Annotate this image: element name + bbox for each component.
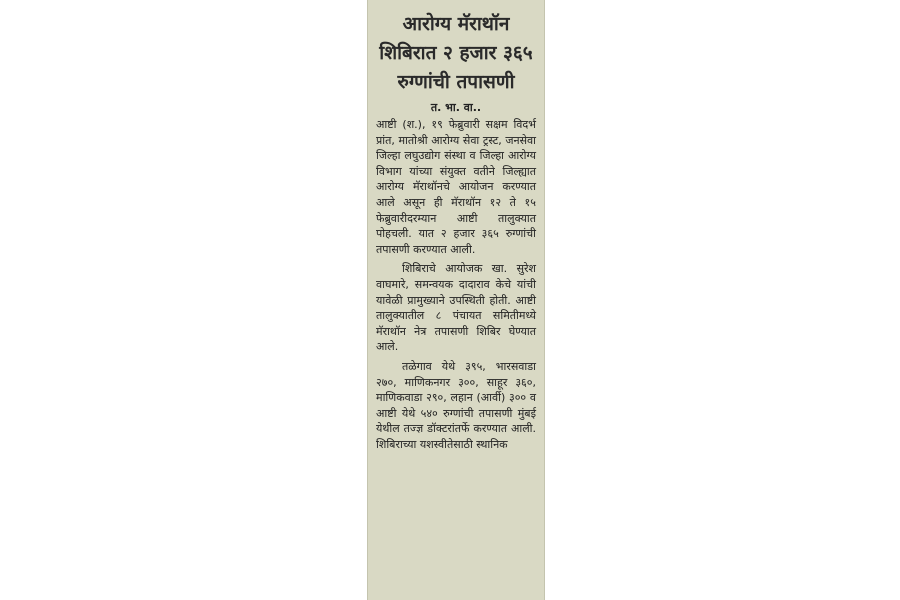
- article-paragraph: शिबिराचे आयोजक खा. सुरेश वाघमारे, समन्वयक दादाराव केचे यांची यावेळी प्रामुख्याने उपस्थिती होती. आष्टी तालुक्यातील ८ पंचायत समितीमध्ये मॅराथॉन नेत्र तपासणी शिबिर घेण्यात आले.: [376, 262, 536, 354]
- article-byline: त. भा. वा..: [430, 101, 482, 114]
- article-paragraph: आष्टी (श.), १९ फेब्रुवारी सक्षम विदर्भ प्रांत, मातोश्री आरोग्य सेवा ट्रस्ट, जनसेवा जिल्हा लघुउद्योग संस्था व जिल्हा आरोग्य विभाग यांच्या संयुक्त वतीने जिल्ह्यात आरोग्य मॅराथॉनचे आयोजन करण्यात आले असून ही मॅराथॉन १२ ते १५ फेब्रुवारीदरम्यान आष्टी तालुक्यात पोहचली. यात २ हजार ३६५ रुग्णांची तपासणी करण्यात आली.: [376, 118, 536, 256]
- article-headline: आरोग्य मॅराथॉन शिबिरात २ हजार ३६५ रुग्णांची तपासणी: [379, 13, 533, 93]
- article-paragraph: तळेगाव येथे ३९५, भारसवाडा २७०, माणिकनगर ३००, साहूर ३६०, माणिकवाडा २९०, लहान (आर्वी) ३०० व आष्टी येथे ५४० रुग्णांची तपासणी मुंबई येथील तज्ज्ञ डॉक्टरांतर्फे करण्यात आली. शिबिराच्या यशस्वीतेसाठी स्थानिक: [376, 359, 536, 451]
- article-body: [376, 117, 536, 452]
- newspaper-clipping: [367, 0, 545, 600]
